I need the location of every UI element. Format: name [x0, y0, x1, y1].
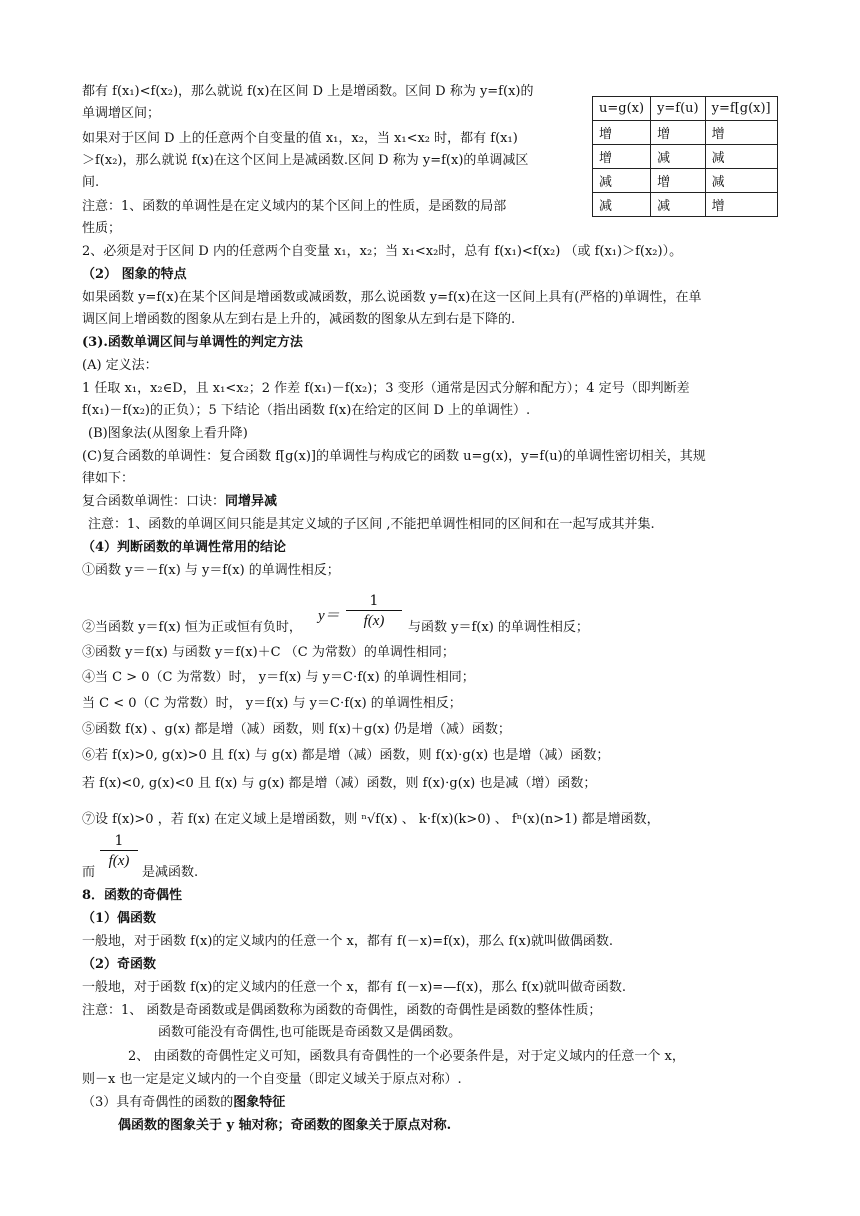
- table-header-cell: y=f[g(x)]: [705, 97, 777, 121]
- text-line: 注意：1、函数的单调区间只能是其定义域的子区间 ,不能把单调性相同的区间和在一起写成其并集.: [88, 517, 655, 532]
- text-line: 注意：1、函数的单调性是在定义域内的某个区间上的性质，是函数的局部: [82, 199, 507, 214]
- fraction-reciprocal: [100, 832, 138, 871]
- fraction-denominator: f(x): [363, 613, 385, 629]
- table-cell: 增: [651, 169, 706, 193]
- text-line: 而: [82, 865, 96, 880]
- text-line: ＞f(x₂)，那么就说 f(x)在这个区间上是减函数.区间 D 称为 y=f(x)的单调减区: [82, 153, 529, 168]
- text-line: ④当 C > 0（C 为常数）时， y＝f(x) 与 y＝C⋅f(x) 的单调性相同；: [82, 670, 475, 685]
- table-cell: 减: [705, 169, 777, 193]
- text-line: (A) 定义法：: [82, 358, 158, 373]
- text-line: 律如下：: [82, 471, 135, 486]
- table-cell: 减: [705, 145, 777, 169]
- table-cell: 减: [651, 193, 706, 217]
- text-line: ⑤函数 f(x) 、g(x) 都是增（减）函数，则 f(x)＋g(x) 仍是增（减）函数；: [82, 722, 511, 737]
- text-line: ③函数 y＝f(x) 与函数 y＝f(x)＋C （C 为常数）的单调性相同；: [82, 645, 455, 660]
- text-line: 若 f(x)<0, g(x)<0 且 f(x) 与 g(x) 都是增（减）函数，则 f(x)⋅g(x) 也是减（增）函数；: [82, 776, 597, 791]
- table-row: [593, 193, 778, 217]
- text-line: 间.: [82, 175, 100, 190]
- text-line: 一般地，对于函数 f(x)的定义域内的任意一个 x，都有 f(－x)=—f(x)，那么 f(x)就叫做奇函数.: [82, 980, 627, 995]
- mnemonic-text: 同增异减: [225, 494, 278, 509]
- table-cell: 增: [705, 121, 777, 145]
- table-header-cell: u=g(x): [593, 97, 651, 121]
- text-span: 复合函数单调性：口诀：: [82, 494, 226, 509]
- text-line: 性质；: [82, 221, 122, 236]
- fraction-numerator: 1: [114, 833, 124, 849]
- text-line: 与函数 y＝f(x) 的单调性相反；: [408, 620, 589, 635]
- section-heading: 8．函数的奇偶性: [82, 888, 183, 903]
- table-cell: 增: [705, 193, 777, 217]
- text-line: 一般地，对于函数 f(x)的定义域内的任意一个 x，都有 f(－x)=f(x)，那么 f(x)就叫做偶函数.: [82, 934, 614, 949]
- text-line: [82, 492, 277, 512]
- table-cell: 增: [651, 121, 706, 145]
- text-line: (C)复合函数的单调性：复合函数 f[g(x)]的单调性与构成它的函数 u=g(x)，y=f(u)的单调性密切相关，其规: [82, 449, 706, 464]
- section-heading: （4）判断函数的单调性常用的结论: [82, 540, 287, 555]
- text-line: ⑦设 f(x)>0 ，若 f(x) 在定义域上是增函数，则 ⁿ√f(x) 、 k⋅f(x)(k>0) 、 fⁿ(x)(n>1) 都是增函数，: [82, 812, 660, 827]
- table-header-cell: y=f(u): [651, 97, 706, 121]
- text-line: 调区间上增函数的图象从左到右是上升的，减函数的图象从左到右是下降的.: [82, 312, 516, 327]
- text-line: ①函数 y＝－f(x) 与 y＝f(x) 的单调性相反；: [82, 563, 340, 578]
- fraction-denominator: f(x): [108, 853, 130, 869]
- text-line: [82, 1093, 285, 1113]
- text-line: (B)图象法(从图象上看升降): [88, 426, 248, 441]
- text-line: 函数可能没有奇偶性,也可能既是奇函数又是偶函数。: [158, 1025, 462, 1040]
- text-line: 注意：1、 函数是奇函数或是偶函数称为函数的奇偶性，函数的奇偶性是函数的整体性质；: [82, 1003, 602, 1018]
- fraction-numerator: 1: [369, 593, 379, 609]
- text-line: 单调增区间；: [82, 106, 161, 121]
- text-line: 是减函数.: [142, 865, 199, 880]
- text-line: 2、必须是对于区间 D 内的任意两个自变量 x₁，x₂；当 x₁<x₂时，总有 f(x₁)<f(x₂) （或 f(x₁)＞f(x₂)）。: [82, 244, 683, 259]
- table-cell: 增: [593, 145, 651, 169]
- text-line: 当 C < 0（C 为常数）时， y＝f(x) 与 y＝C⋅f(x) 的单调性相反；: [82, 696, 462, 711]
- text-line: 1 任取 x₁，x₂∈D，且 x₁<x₂；2 作差 f(x₁)－f(x₂)；3 变形（通常是因式分解和配方）；4 定号（即判断差: [82, 381, 690, 396]
- table-cell: 减: [593, 193, 651, 217]
- section-heading: （2）奇函数: [82, 957, 157, 972]
- text-line: 则－x 也一定是定义域内的一个自变量（即定义域关于原点对称）.: [82, 1072, 462, 1087]
- section-heading: (3).函数单调区间与单调性的判定方法: [82, 335, 303, 350]
- fraction-reciprocal: [346, 592, 402, 631]
- table-row: [593, 121, 778, 145]
- text-line: ⑥若 f(x)>0, g(x)>0 且 f(x) 与 g(x) 都是增（减）函数，则 f(x)⋅g(x) 也是增（减）函数；: [82, 748, 610, 763]
- text-line: f(x₁)－f(x₂)的正负）；5 下结论（指出函数 f(x)在给定的区间 D 上的单调性）.: [82, 403, 531, 418]
- table-row: [593, 169, 778, 193]
- section-heading: （1）偶函数: [82, 911, 157, 926]
- table-cell: 减: [651, 145, 706, 169]
- table-cell: 增: [593, 121, 651, 145]
- text-line: 2、 由函数的奇偶性定义可知，函数具有奇偶性的一个必要条件是，对于定义域内的任意一个 x，: [128, 1049, 685, 1064]
- text-line: 都有 f(x₁)<f(x₂)，那么就说 f(x)在区间 D 上是增函数。区间 D 称为 y=f(x)的: [82, 84, 534, 99]
- math-prefix: y＝: [318, 608, 340, 624]
- text-line: ②当函数 y＝f(x) 恒为正或恒有负时，: [82, 620, 302, 635]
- bold-span: 图象特征: [233, 1095, 286, 1110]
- text-line: 偶函数的图象关于 y 轴对称；奇函数的图象关于原点对称.: [118, 1118, 452, 1133]
- table-header-row: [593, 97, 778, 121]
- text-line: 如果函数 y=f(x)在某个区间是增函数或减函数，那么说函数 y=f(x)在这一区间上具有(严格的)单调性，在单: [82, 290, 702, 305]
- text-line: 如果对于区间 D 上的任意两个自变量的值 x₁，x₂，当 x₁<x₂ 时，都有 f(x₁): [82, 131, 518, 146]
- table-cell: 减: [593, 169, 651, 193]
- table-row: [593, 145, 778, 169]
- section-heading: （2） 图象的特点: [82, 267, 187, 282]
- text-span: （3）具有奇偶性的函数的: [82, 1095, 234, 1110]
- composite-monotonicity-table: [592, 96, 778, 217]
